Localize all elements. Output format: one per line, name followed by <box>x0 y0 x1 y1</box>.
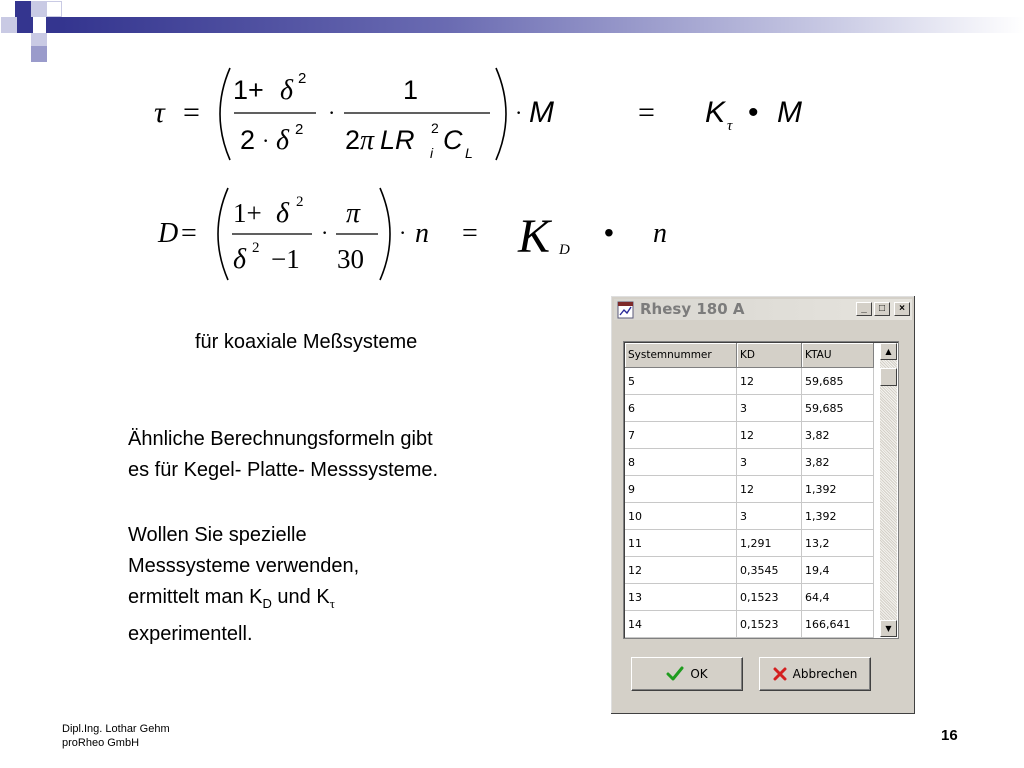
minimize-icon: _ <box>861 303 867 314</box>
cell-ktau[interactable]: 13,2 <box>802 530 874 557</box>
cell-kd[interactable]: 0,1523 <box>737 611 802 638</box>
table-header-row <box>625 343 874 368</box>
special-line-3-und: und K <box>271 586 330 608</box>
table-row[interactable] <box>625 395 874 422</box>
header-bar <box>62 17 1024 33</box>
num1-onepl: 1+ <box>233 75 264 105</box>
formula-D-svg <box>140 180 700 290</box>
footer-author: Dipl.Ing. Lothar Gehm <box>62 723 170 735</box>
header-square-4 <box>1 17 17 33</box>
table-row[interactable] <box>625 422 874 449</box>
den1-delta: δ <box>276 125 290 156</box>
vertical-scrollbar[interactable] <box>880 343 897 637</box>
dialog-title: Rhesy 180 A <box>640 300 745 318</box>
equals-sign: = <box>183 96 200 129</box>
cell-kd[interactable]: 0,1523 <box>737 584 802 611</box>
scroll-up-icon: ▲ <box>885 347 892 356</box>
close-button[interactable] <box>894 302 910 316</box>
ok-label: OK <box>690 667 708 681</box>
cell-ktau[interactable]: 64,4 <box>802 584 874 611</box>
den-sq-2: 2 <box>252 240 260 256</box>
cdot-M: · <box>515 100 523 125</box>
M-symbol: M <box>529 96 554 129</box>
n-symbol: n <box>415 218 429 249</box>
table-row[interactable] <box>625 503 874 530</box>
header-kd[interactable]: KD <box>737 343 802 368</box>
equals-sign-3: = <box>181 218 197 249</box>
footer-company: proRheo GmbH <box>62 737 140 749</box>
left-paren-2 <box>218 188 228 280</box>
similar-line-1: Ähnliche Berechnungsformeln gibt <box>128 428 433 450</box>
maximize-button[interactable] <box>874 302 890 316</box>
K-symbol: K <box>705 96 726 129</box>
cancel-button[interactable] <box>759 657 871 691</box>
table-row[interactable] <box>625 449 874 476</box>
right-paren <box>496 68 506 160</box>
cell-ktau[interactable]: 1,392 <box>802 476 874 503</box>
num1-sq: 2 <box>298 70 307 87</box>
num1-delta: δ <box>280 75 294 106</box>
header-square-5 <box>17 17 33 33</box>
tau-symbol: τ <box>154 96 165 129</box>
cell-systemnummer[interactable]: 9 <box>625 476 737 503</box>
cell-kd[interactable]: 12 <box>737 368 802 395</box>
ok-button[interactable] <box>631 657 743 691</box>
table-row[interactable] <box>625 368 874 395</box>
cell-kd[interactable]: 0,3545 <box>737 557 802 584</box>
den-thirty: 30 <box>337 244 364 274</box>
header-square-8 <box>31 46 47 62</box>
den1-cdot: · <box>262 128 270 153</box>
similar-line-2: es für Kegel- Platte- Messsysteme. <box>128 459 439 481</box>
header-square-2 <box>31 1 47 17</box>
maximize-icon: □ <box>878 303 886 314</box>
cell-ktau[interactable]: 1,392 <box>802 503 874 530</box>
cell-systemnummer[interactable]: 10 <box>625 503 737 530</box>
formula-tau-svg <box>140 62 840 172</box>
right-paren-2 <box>380 188 390 280</box>
K-big: K <box>518 210 551 263</box>
cell-ktau[interactable]: 166,641 <box>802 611 874 638</box>
num-onepl-2: 1+ <box>233 198 262 228</box>
header-systemnummer[interactable]: Systemnummer <box>625 343 737 368</box>
koaxial-caption: für koaxiale Meßsysteme <box>195 331 418 353</box>
mid-cdot: · <box>328 100 336 125</box>
cell-kd[interactable]: 3 <box>737 503 802 530</box>
checkmark-icon <box>666 666 684 682</box>
footer-credit <box>62 722 170 750</box>
system-grid <box>625 343 874 638</box>
system-table <box>623 341 899 639</box>
header-square-6 <box>46 17 62 33</box>
special-line-3 <box>128 582 359 619</box>
cell-ktau[interactable]: 19,4 <box>802 557 874 584</box>
equals-sign-2: = <box>638 96 655 129</box>
special-line-2: Messsysteme verwenden, <box>128 555 360 577</box>
special-line-4: experimentell. <box>128 623 253 645</box>
left-paren <box>220 68 230 160</box>
den2-sub-i: i <box>430 145 434 161</box>
close-icon: × <box>899 303 905 314</box>
table-row[interactable] <box>625 557 874 584</box>
scroll-down-icon: ▼ <box>885 624 892 633</box>
cdot-n: · <box>399 220 407 245</box>
equals-sign-4: = <box>462 218 478 249</box>
cell-systemnummer[interactable]: 14 <box>625 611 737 638</box>
sub-tau: τ <box>329 596 335 611</box>
special-line-3-pre: ermittelt man K <box>128 586 263 608</box>
cell-kd[interactable]: 3 <box>737 449 802 476</box>
table-row[interactable] <box>625 584 874 611</box>
n-symbol-2: n <box>653 218 667 249</box>
cell-systemnummer[interactable]: 7 <box>625 422 737 449</box>
cell-kd[interactable]: 12 <box>737 422 802 449</box>
special-systems-paragraph <box>128 520 359 650</box>
table-row[interactable] <box>625 530 874 557</box>
den2-LR: LR <box>380 125 415 155</box>
similar-formulas-paragraph <box>128 424 438 486</box>
num-pi: π <box>346 198 361 229</box>
cell-kd[interactable]: 12 <box>737 476 802 503</box>
den2-C: C <box>443 125 463 155</box>
K-sub-tau: τ <box>727 118 733 134</box>
special-line-1: Wollen Sie spezielle <box>128 524 307 546</box>
cancel-x-icon <box>773 667 787 681</box>
table-row[interactable] <box>625 476 874 503</box>
cell-ktau[interactable]: 59,685 <box>802 395 874 422</box>
den1-two: 2 <box>240 125 256 155</box>
cancel-label: Abbrechen <box>792 667 858 681</box>
den1-sq: 2 <box>295 121 304 138</box>
scroll-down-button[interactable] <box>880 620 897 637</box>
bullet: • <box>748 96 759 129</box>
app-icon <box>617 301 635 319</box>
dialog-titlebar[interactable] <box>614 299 912 320</box>
cell-systemnummer[interactable]: 11 <box>625 530 737 557</box>
rhesy-dialog <box>610 295 916 715</box>
den2-pi: π <box>360 125 375 156</box>
den-minus-one: −1 <box>271 244 300 274</box>
minimize-button[interactable] <box>856 302 872 316</box>
cell-ktau[interactable]: 3,82 <box>802 449 874 476</box>
header-square-1 <box>15 1 31 17</box>
num-delta-2: δ <box>276 198 290 229</box>
cell-systemnummer[interactable]: 6 <box>625 395 737 422</box>
cell-systemnummer[interactable]: 8 <box>625 449 737 476</box>
den-delta-2: δ <box>233 244 247 275</box>
mid-cdot-2: · <box>321 220 329 245</box>
scroll-thumb[interactable] <box>880 368 897 386</box>
M-symbol-2: M <box>777 96 802 129</box>
cell-kd[interactable]: 1,291 <box>737 530 802 557</box>
cell-kd[interactable]: 3 <box>737 395 802 422</box>
cell-systemnummer[interactable]: 12 <box>625 557 737 584</box>
formula-D <box>140 180 700 290</box>
formula-tau <box>140 62 840 172</box>
cell-ktau[interactable]: 59,685 <box>802 368 874 395</box>
K-sub-D: D <box>559 242 570 258</box>
den2-sq: 2 <box>431 120 439 136</box>
num-sq-2: 2 <box>296 194 304 210</box>
header-ktau[interactable]: KTAU <box>802 343 874 368</box>
sub-D: D <box>262 596 272 611</box>
bullet-2: • <box>604 217 614 248</box>
cell-systemnummer[interactable]: 5 <box>625 368 737 395</box>
table-row[interactable] <box>625 611 874 638</box>
page-number: 16 <box>941 727 958 744</box>
cell-systemnummer[interactable]: 13 <box>625 584 737 611</box>
header-square-3 <box>46 1 62 17</box>
cell-ktau[interactable]: 3,82 <box>802 422 874 449</box>
scroll-up-button[interactable] <box>880 343 897 360</box>
den2-sub-L: L <box>465 145 473 161</box>
den2-two: 2 <box>345 125 361 155</box>
num2-one: 1 <box>403 75 419 105</box>
D-symbol: D <box>158 218 179 249</box>
